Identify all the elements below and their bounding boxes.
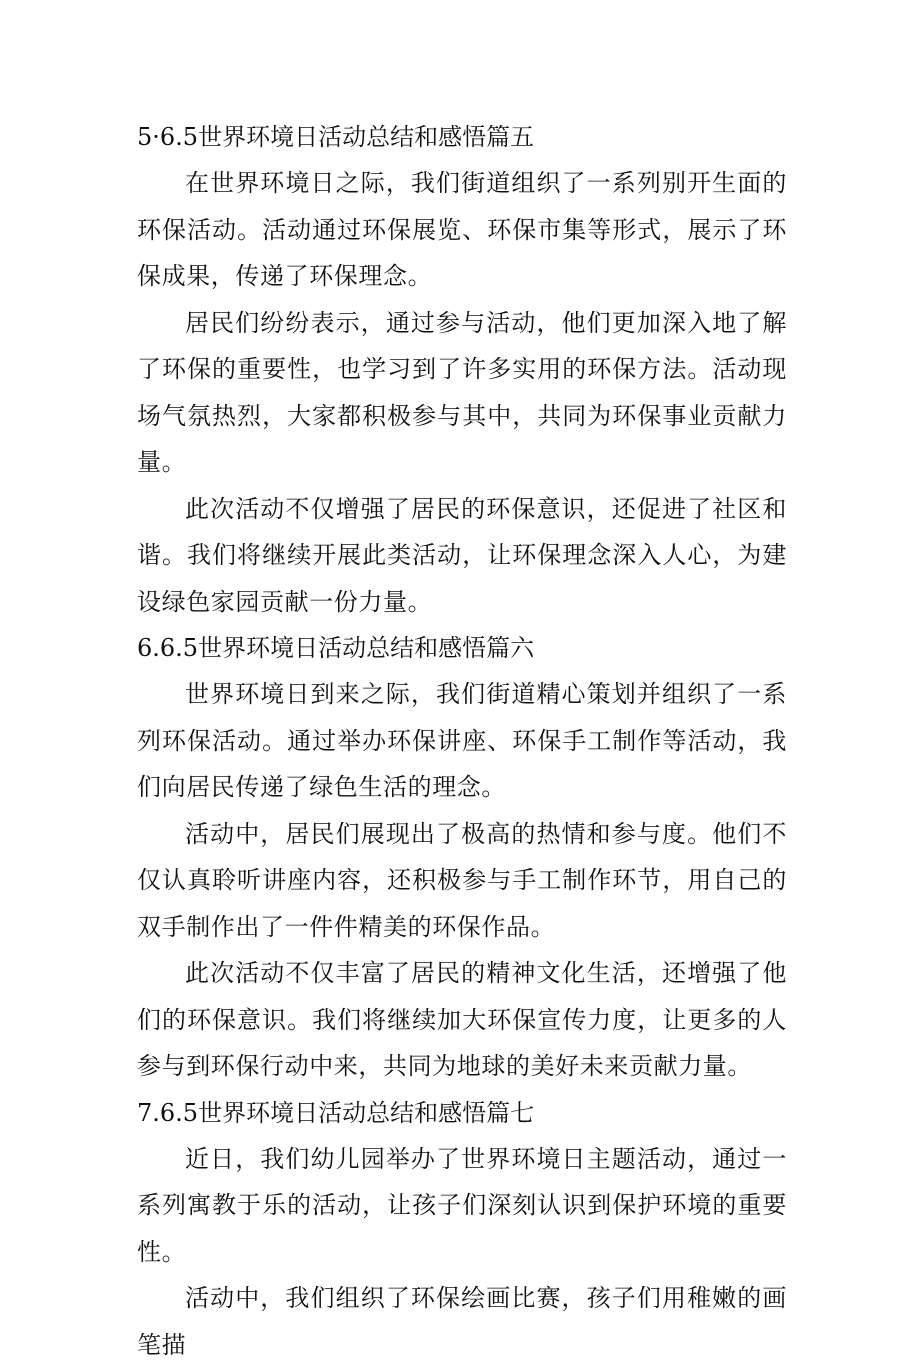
section-6 — [137, 625, 787, 1090]
paragraph: 世界环境日到来之际，我们街道精心策划并组织了一系列环保活动。通过举办环保讲座、环保手工制作等活动，我们向居民传递了绿色生活的理念。 — [137, 671, 787, 811]
paragraph: 居民们纷纷表示，通过参与活动，他们更加深入地了解了环保的重要性，也学习到了许多实用的环保方法。活动现场气氛热烈，大家都积极参与其中，共同为环保事业贡献力量。 — [137, 300, 787, 486]
paragraph: 近日，我们幼儿园举办了世界环境日主题活动，通过一系列寓教于乐的活动，让孩子们深刻认识到保护环境的重要性。 — [137, 1136, 787, 1276]
paragraph: 活动中，居民们展现出了极高的热情和参与度。他们不仅认真聆听讲座内容，还积极参与手工制作环节，用自己的双手制作出了一件件精美的环保作品。 — [137, 811, 787, 951]
document-body — [137, 114, 787, 1368]
section-heading: 6.6.5世界环境日活动总结和感悟篇六 — [137, 625, 787, 671]
section-5 — [137, 114, 787, 625]
section-heading: 7.6.5世界环境日活动总结和感悟篇七 — [137, 1090, 787, 1136]
paragraph: 活动中，我们组织了环保绘画比赛，孩子们用稚嫩的画笔描 — [137, 1275, 787, 1368]
section-7 — [137, 1090, 787, 1368]
paragraph: 此次活动不仅增强了居民的环保意识，还促进了社区和谐。我们将继续开展此类活动，让环保理念深入人心，为建设绿色家园贡献一份力量。 — [137, 486, 787, 626]
paragraph: 在世界环境日之际，我们街道组织了一系列别开生面的环保活动。活动通过环保展览、环保市集等形式，展示了环保成果，传递了环保理念。 — [137, 160, 787, 300]
paragraph: 此次活动不仅丰富了居民的精神文化生活，还增强了他们的环保意识。我们将继续加大环保宣传力度，让更多的人参与到环保行动中来，共同为地球的美好未来贡献力量。 — [137, 950, 787, 1090]
section-heading: 5·6.5世界环境日活动总结和感悟篇五 — [137, 114, 787, 160]
